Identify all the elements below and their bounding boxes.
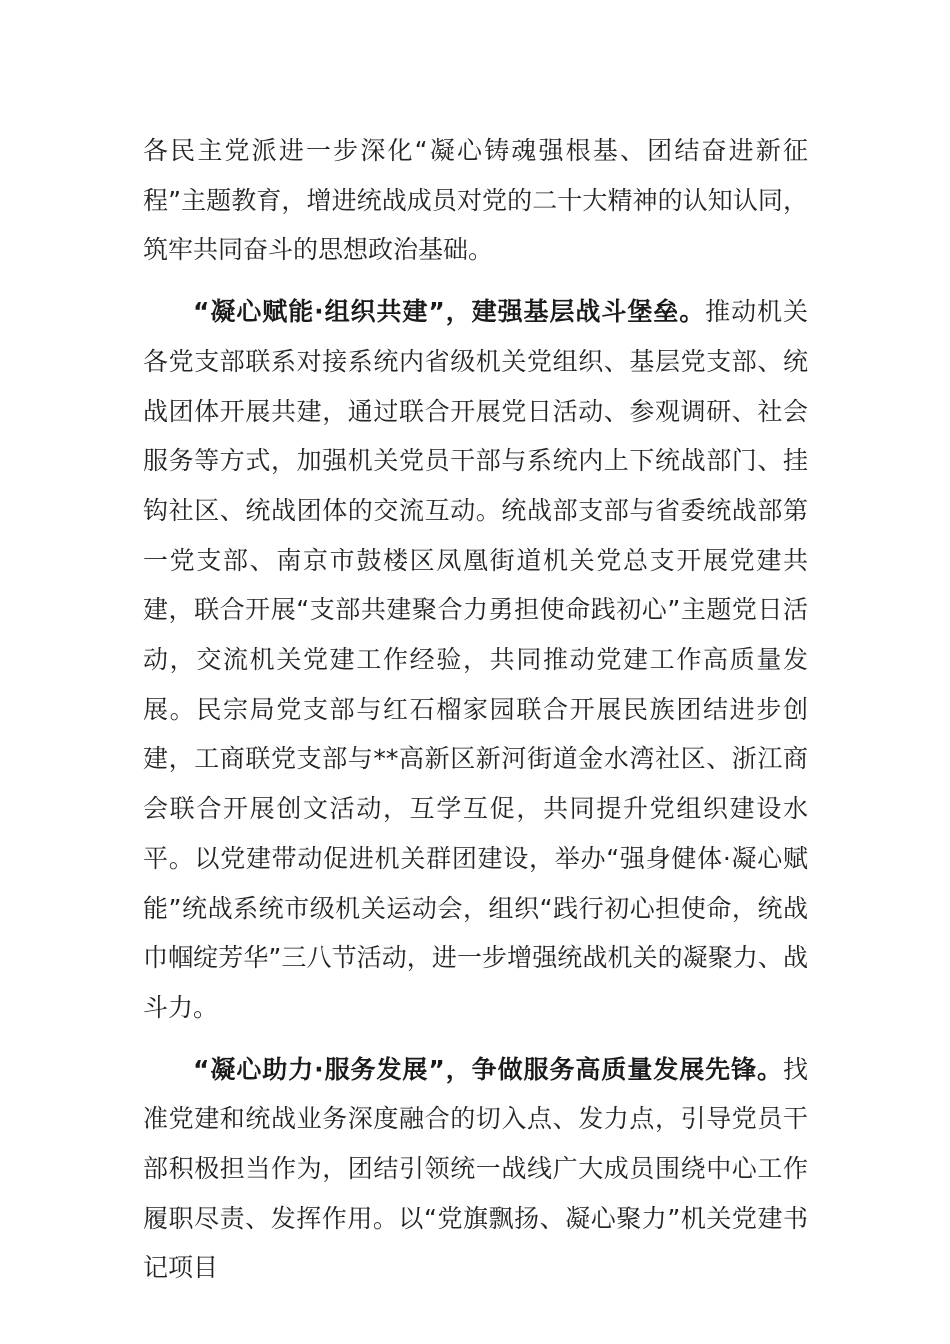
paragraph-2-text: 推动机关各党支部联系对接系统内省级机关党组织、基层党支部、统战团体开展共建，通过联合开展党日活动、参观调研、社会服务等方式，加强机关党员干部与系统内上下统战部门、挂钩社区、统战团体的交流互动。统战部支部与省委统战部第一党支部、南京市鼓楼区凤凰街道机关党总支开展党建共建，联合开展“支部共建聚合力勇担使命践初心”主题党日活动，交流机关党建工作经验，共同推动党建工作高质量发展。民宗局党支部与红石榴家园联合开展民族团结进步创建，工商联党支部与**高新区新河街道金水湾社区、浙江商会联合开展创文活动，互学互促，共同提升党组织建设水平。以党建带动促进机关群团建设，举办“强身健体·凝心赋能”统战系统市级机关运动会，组织“践行初心担使命，统战巾帼绽芳华”三八节活动，进一步增强统战机关的凝聚力、战斗力。 [143, 297, 808, 1022]
paragraph-3 [143, 1045, 808, 1294]
paragraph-2 [143, 287, 808, 1033]
paragraph-2-heading: “凝心赋能·组织共建”，建强基层战斗堡垒。 [193, 297, 706, 327]
paragraph-3-heading: “凝心助力·服务发展”，争做服务高质量发展先锋。 [193, 1054, 783, 1084]
paragraph-3-text: 找准党建和统战业务深度融合的切入点、发力点，引导党员干部积极担当作为，团结引领统一战线广大成员围绕中心工作履职尽责、发挥作用。以“党旗飘扬、凝心聚力”机关党建书记项目 [143, 1054, 808, 1283]
paragraph-1-text: 各民主党派进一步深化“凝心铸魂强根基、团结奋进新征程”主题教育，增进统战成员对党的二十大精神的认知认同，筑牢共同奋斗的思想政治基础。 [143, 136, 808, 265]
paragraph-1 [143, 126, 808, 275]
document-body [143, 126, 808, 1293]
